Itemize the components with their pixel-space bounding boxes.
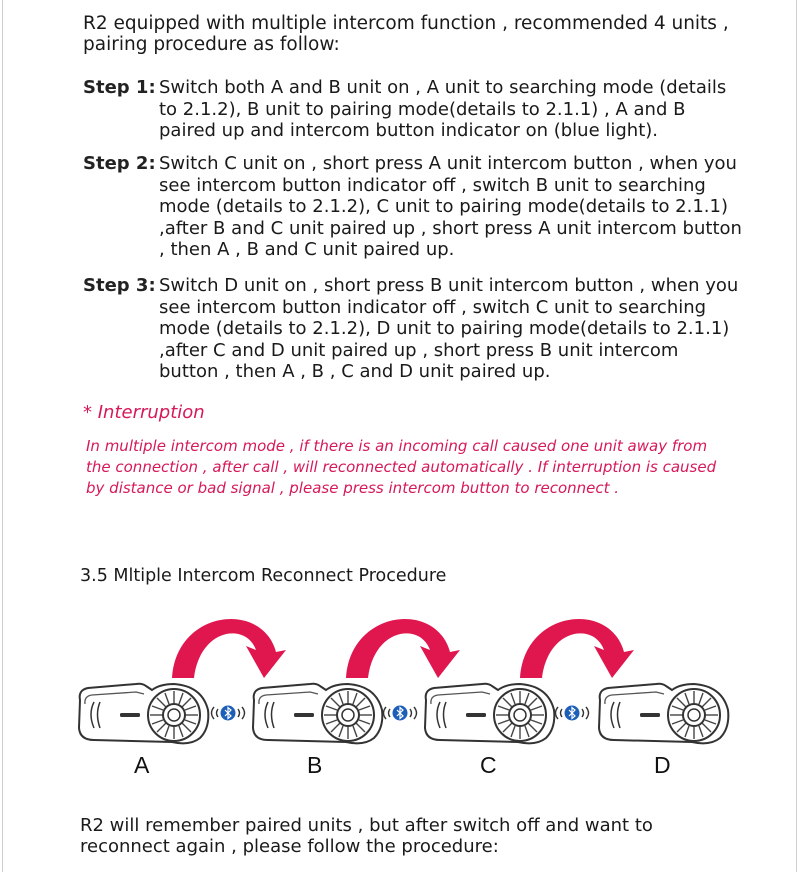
section-title: 3.5 Mltiple Intercom Reconnect Procedure	[80, 566, 447, 586]
intercom-device-icon	[79, 684, 208, 744]
unit-label-b: B	[307, 752, 323, 778]
intercom-device-icon	[425, 684, 554, 744]
intro-paragraph: R2 equipped with multiple intercom function , recommended 4 units , pairing procedure as follow:	[83, 13, 729, 55]
reconnect-diagram	[0, 600, 799, 750]
step-label: Step 1:	[83, 77, 156, 98]
unit-label-c: C	[480, 752, 497, 778]
curved-arrow-icon	[346, 619, 460, 678]
step-text: Switch C unit on , short press A unit intercom button , when you see intercom button indicator off , switch B unit to searching mode (details to 2.1.2), C unit to pairing mode(details to 2.1.1) ,after B and C unit paired up , short press A unit intercom button , then A , B and C unit paired up.	[159, 153, 742, 260]
intercom-device-icon	[253, 684, 382, 744]
step-2	[83, 153, 743, 261]
step-label: Step 2:	[83, 153, 156, 174]
bluetooth-signal-icon	[556, 706, 589, 721]
unit-label-d: D	[654, 752, 671, 778]
curved-arrow-icon	[172, 619, 286, 678]
bluetooth-signal-icon	[384, 706, 417, 721]
outro-paragraph: R2 will remember paired units , but after switch off and want to reconnect again , please follow the procedure:	[80, 815, 653, 857]
curved-arrow-icon	[520, 619, 634, 678]
step-label: Step 3:	[83, 275, 156, 296]
step-3	[83, 275, 743, 383]
step-text: Switch D unit on , short press B unit intercom button , when you see intercom button indicator off , switch C unit to searching mode (details to 2.1.2), D unit to pairing mode(details to 2.1.1) ,after C and D unit paired up , short press B unit intercom button , then A , B , C and D unit paired up.	[159, 275, 739, 382]
bluetooth-signal-icon	[212, 706, 245, 721]
step-text: Switch both A and B unit on , A unit to searching mode (details to 2.1.2), B unit to pairing mode(details to 2.1.1) , A and B paired up and intercom button indicator on (blue light).	[159, 77, 727, 141]
step-1	[83, 77, 743, 142]
intercom-device-icon	[599, 684, 728, 744]
unit-label-a: A	[134, 752, 150, 778]
interruption-title: * Interruption	[83, 402, 205, 423]
interruption-text: In multiple intercom mode , if there is an incoming call caused one unit away from the connection , after call , will reconnected automatically . If interruption is caused by distance or bad signal , please press intercom button to reconnect .	[86, 437, 717, 497]
